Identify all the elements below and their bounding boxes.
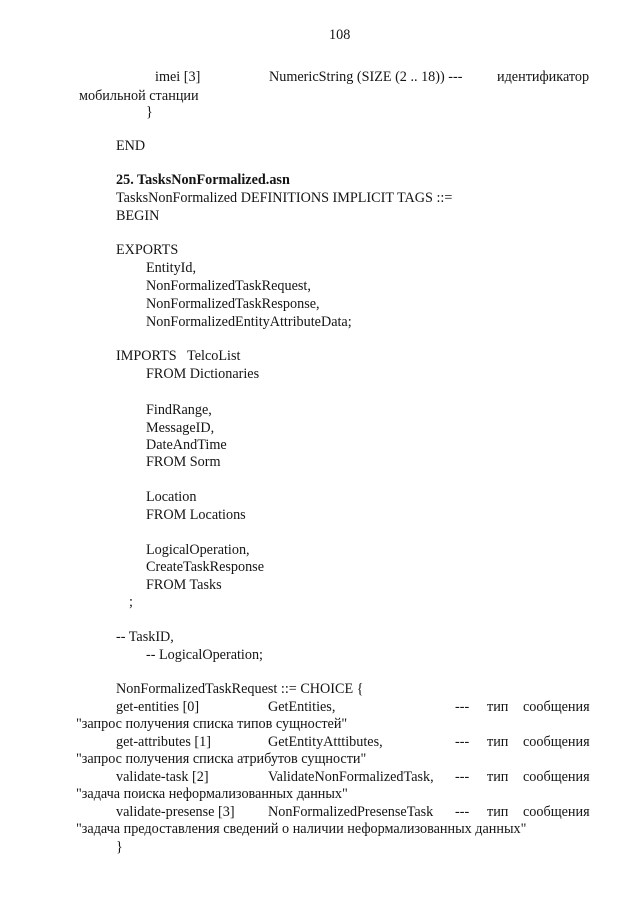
text-line: validate-presense [3] [116, 804, 235, 820]
text-line: NonFormalizedTaskRequest ::= CHOICE { [116, 681, 364, 697]
text-line: идентификатор [497, 69, 590, 85]
text-line: } [146, 104, 153, 120]
text-line: тип [487, 769, 509, 785]
text-line: FROM Dictionaries [146, 366, 260, 382]
text-line: "задача предоставления сведений о наличии неформализованных данных" [76, 821, 527, 837]
text-line: END [116, 138, 146, 154]
text-line: --- [455, 734, 470, 750]
text-line: BEGIN [116, 208, 160, 224]
text-line: "запрос получения списка атрибутов сущности" [76, 751, 367, 767]
text-line: "задача поиска неформализованных данных" [76, 786, 348, 802]
text-line: LogicalOperation, [146, 542, 250, 558]
text-line: get-attributes [1] [116, 734, 211, 750]
text-line: GetEntities, [268, 699, 336, 715]
text-line: "запрос получения списка типов сущностей" [76, 716, 348, 732]
text-line: validate-task [2] [116, 769, 209, 785]
text-line: мобильной станции [79, 88, 199, 104]
text-line: get-entities [0] [116, 699, 200, 715]
text-line: NonFormalizedTaskRequest, [146, 278, 311, 294]
text-line: TasksNonFormalized DEFINITIONS IMPLICIT TAGS ::= [116, 190, 453, 206]
text-line: imei [3] [155, 69, 201, 85]
text-line: EntityId, [146, 260, 197, 276]
text-line: FROM Sorm [146, 454, 221, 470]
text-line: MessageID, [146, 420, 215, 436]
text-line: DateAndTime [146, 437, 227, 453]
text-line: --- [455, 804, 470, 820]
text-line: } [116, 839, 123, 855]
text-line: Location [146, 489, 197, 505]
text-line: FindRange, [146, 402, 212, 418]
text-line: NonFormalizedEntityAttributeData; [146, 314, 352, 330]
text-line: ; [129, 594, 133, 610]
text-line: GetEntityAtttibutes, [268, 734, 383, 750]
text-line: EXPORTS [116, 242, 179, 258]
text-line: сообщения [523, 769, 590, 785]
page-number: 108 [329, 27, 351, 43]
text-line: IMPORTS TelcoList [116, 348, 241, 364]
text-line: NumericString (SIZE (2 .. 18)) --- [269, 69, 463, 85]
text-line: сообщения [523, 699, 590, 715]
section-heading: 25. TasksNonFormalized.asn [116, 172, 290, 188]
text-line: --- [455, 769, 470, 785]
text-line: сообщения [523, 804, 590, 820]
text-line: CreateTaskResponse [146, 559, 264, 575]
text-line: NonFormalizedTaskResponse, [146, 296, 320, 312]
text-line: --- [455, 699, 470, 715]
text-line: сообщения [523, 734, 590, 750]
text-line: тип [487, 804, 509, 820]
text-line: FROM Tasks [146, 577, 222, 593]
text-line: FROM Locations [146, 507, 246, 523]
text-line: NonFormalizedPresenseTask [268, 804, 434, 820]
text-line: тип [487, 734, 509, 750]
text-line: -- LogicalOperation; [146, 647, 263, 663]
text-line: ValidateNonFormalizedTask, [268, 769, 434, 785]
text-line: -- TaskID, [116, 629, 174, 645]
text-line: тип [487, 699, 509, 715]
